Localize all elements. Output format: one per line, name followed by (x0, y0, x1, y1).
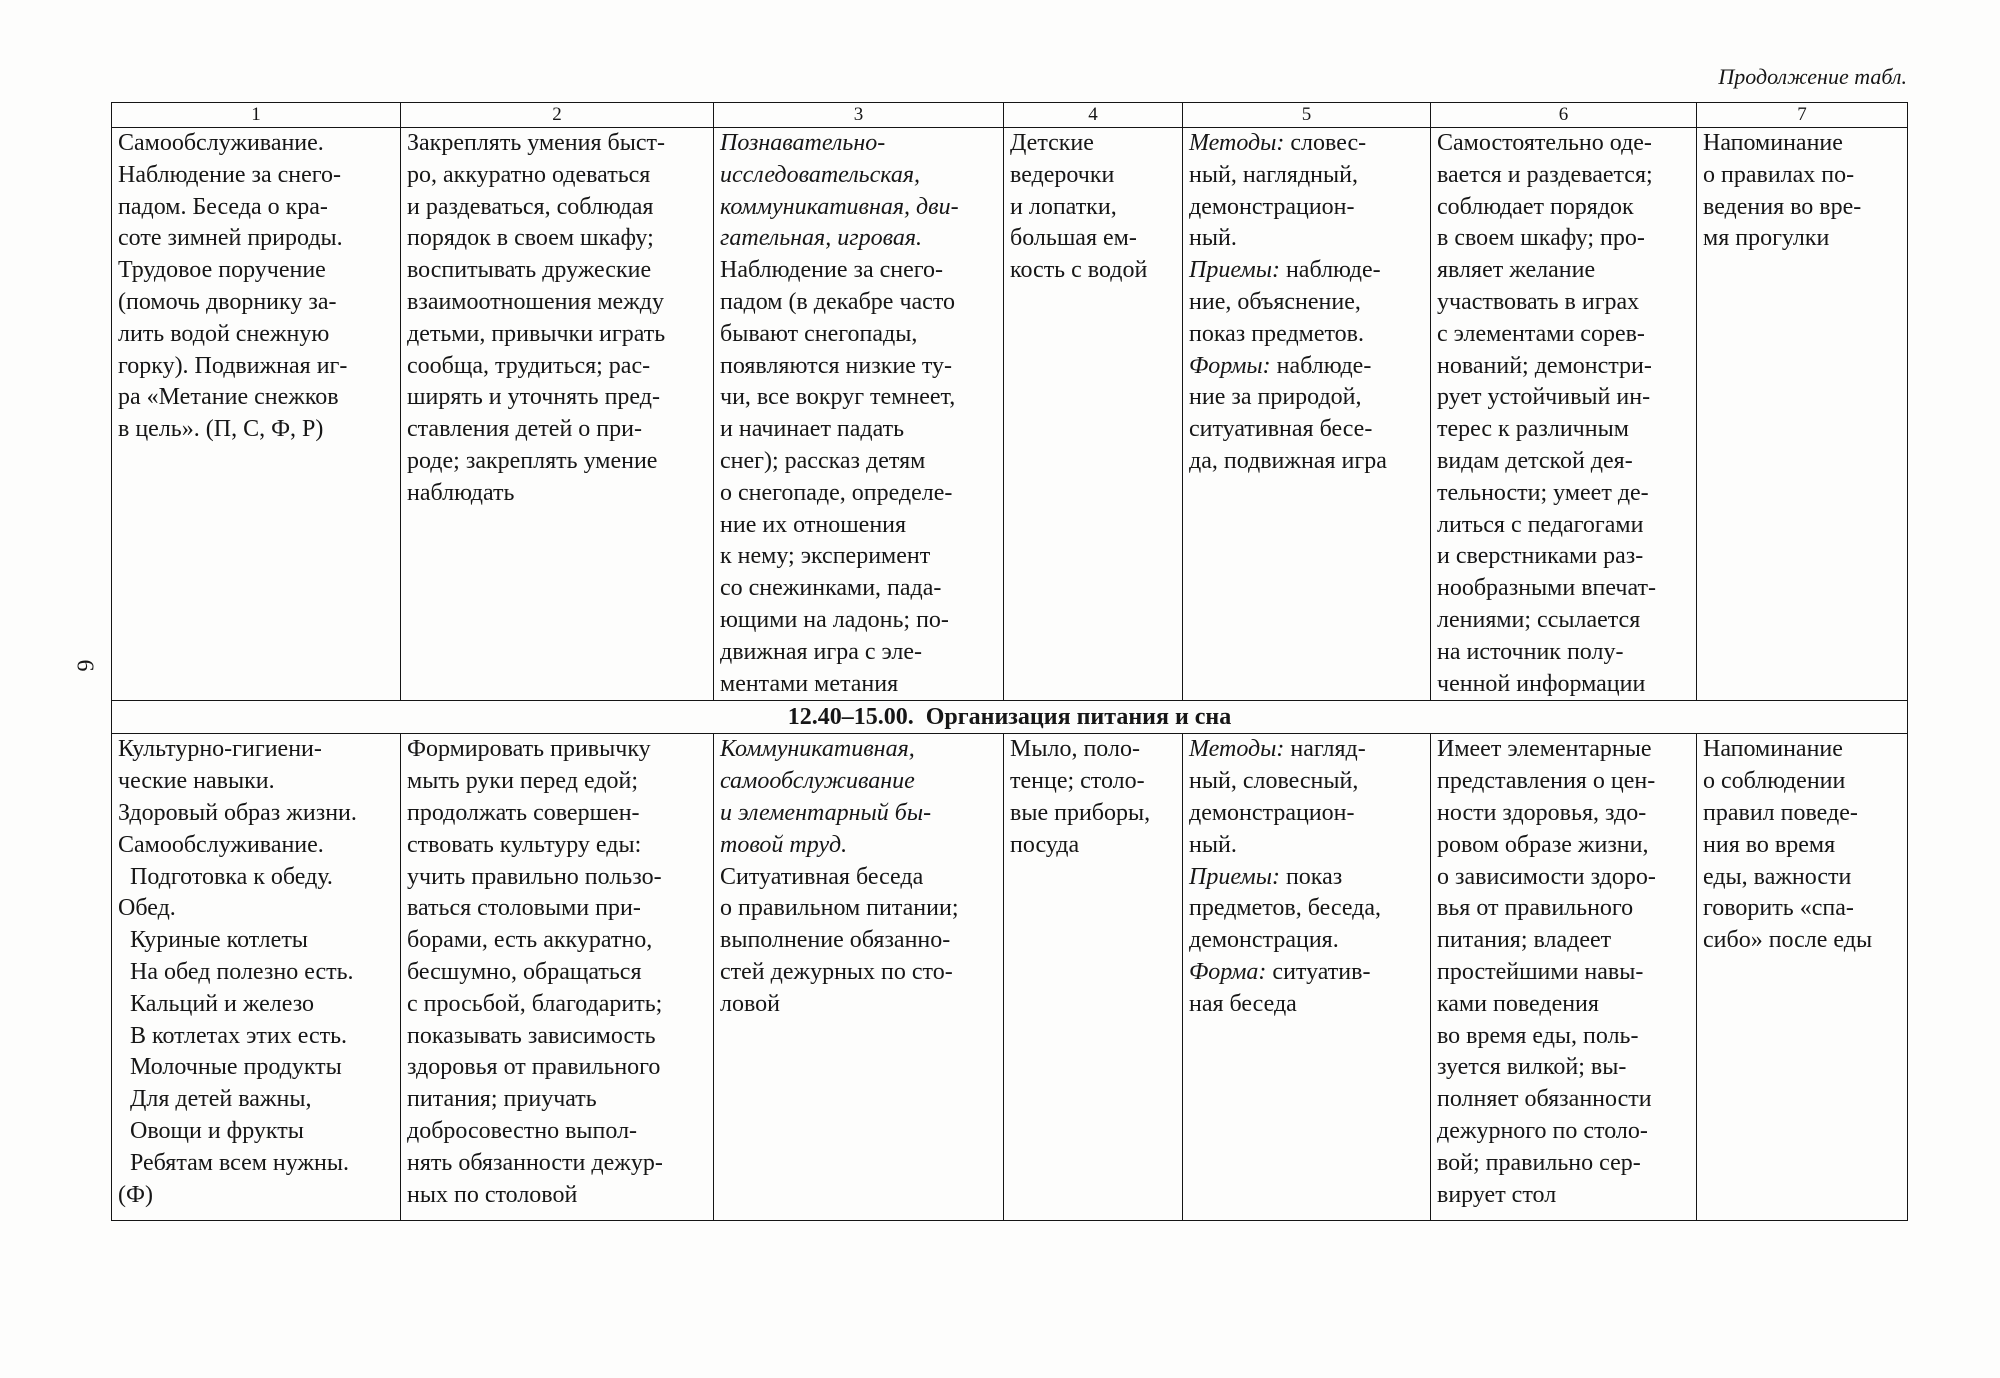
cell-line: к нему; эксперимент (720, 543, 931, 570)
cell-line: Самообслуживание. (118, 130, 324, 156)
cell-methods (1183, 734, 1431, 1221)
cell-line: тельности; умеет де- (1437, 479, 1649, 506)
cell-line: и раздеваться, соблюдая (407, 193, 654, 220)
cell-line: с просьбой, благодарить; (407, 990, 663, 1017)
italic-text: и элементарный бы- (720, 799, 932, 826)
page-number: 6 (71, 659, 98, 672)
cell-line: являет желание (1437, 257, 1596, 284)
cell-line: выполнение обязанно- (720, 927, 951, 954)
cell-line: снег); рассказ детям (720, 447, 926, 474)
cell-line: участвовать в играх (1437, 288, 1640, 315)
cell-line: ческие навыки. (118, 768, 275, 795)
cell-line: говорить «спа- (1703, 895, 1854, 922)
cell-line: Ребятам всем нужны. (118, 1149, 350, 1176)
cell-line: нять обязанности дежур- (407, 1149, 663, 1176)
plain-text: нагляд- (1284, 736, 1366, 763)
column-number: 2 (401, 103, 714, 128)
cell-line (1189, 255, 1430, 287)
cell-line: вой; правильно сер- (1437, 1149, 1641, 1176)
italic-text: коммуникативная, дви- (720, 193, 959, 220)
italic-text: Формы: (1189, 352, 1271, 379)
cell-line: ментами метания (720, 670, 899, 697)
column-number: 4 (1004, 103, 1183, 128)
cell-line: о правильном питании; (720, 895, 959, 922)
cell-line: мыть руки перед едой; (407, 768, 639, 795)
cell-line: лить водой снежную (118, 320, 330, 347)
cell-line: Наблюдение за снего- (720, 257, 944, 284)
cell-notes (1697, 734, 1908, 1221)
cell-line: ние их отношения (720, 511, 907, 538)
cell-line: еды, важности (1703, 863, 1852, 890)
cell-line: питания; приучать (407, 1086, 597, 1113)
cell-line: видам детской дея- (1437, 447, 1633, 474)
plain-text: наблюде- (1279, 257, 1381, 284)
cell-line: ра «Метание снежков (118, 384, 339, 411)
cell-line: терес к различным (1437, 416, 1629, 443)
section-row (112, 701, 1908, 734)
cell-line: литься с педагогами (1437, 511, 1644, 538)
cell-line: ставления детей о при- (407, 416, 642, 443)
cell-line: Самообслуживание. (118, 831, 324, 858)
cell-line: ловой (720, 990, 780, 1017)
cell-line: полняет обязанности (1437, 1086, 1652, 1113)
cell-goals (401, 128, 714, 701)
cell-line: показ предметов. (1189, 320, 1365, 347)
cell-line: учить правильно пользо- (407, 863, 662, 890)
cell-line: Имеет элементарные (1437, 736, 1652, 763)
cell-line: показывать зависимость (407, 1022, 656, 1049)
cell-line: продолжать совершен- (407, 799, 640, 826)
cell-activity-types (714, 128, 1004, 701)
cell-line: ведерочки (1010, 161, 1115, 188)
cell-line: ро, аккуратно одеваться (407, 161, 651, 188)
cell-line: ваться столовыми при- (407, 895, 641, 922)
cell-line: Детские (1010, 130, 1094, 156)
cell-line: ющими на ладонь; по- (720, 606, 949, 633)
cell-line: Мыло, поло- (1010, 736, 1140, 763)
cell-line: Напоминание (1703, 130, 1843, 156)
cell-line: падом (в декабре часто (720, 288, 955, 315)
cell-line: вья от правильного (1437, 895, 1634, 922)
cell-line (720, 128, 1003, 160)
cell-materials (1004, 128, 1183, 701)
cell-line: вирует стол (1437, 1181, 1557, 1208)
italic-text: Коммуникативная, (720, 736, 915, 763)
cell-line: падом. Беседа о кра- (118, 193, 328, 220)
cell-line: в цель». (П, С, Ф, Р) (118, 416, 324, 443)
column-number: 7 (1697, 103, 1908, 128)
cell-line: Самостоятельно оде- (1437, 130, 1652, 156)
cell-line: роде; закреплять умение (407, 447, 658, 474)
cell-line: нообразными впечат- (1437, 575, 1656, 602)
cell-activity-types (714, 734, 1004, 1221)
italic-text: Методы: (1189, 736, 1285, 763)
cell-line: ния во время (1703, 831, 1836, 858)
cell-line: порядок в своем шкафу; (407, 225, 654, 252)
cell-line: добросовестно выпол- (407, 1117, 638, 1144)
italic-text: Приемы: (1189, 257, 1280, 284)
cell-line: и начинает падать (720, 416, 905, 443)
italic-text: самообслуживание (720, 768, 915, 795)
cell-line: в своем шкафу; про- (1437, 225, 1645, 252)
cell-line: Ситуативная беседа (720, 863, 924, 890)
cell-line: мя прогулки (1703, 225, 1830, 252)
cell-materials (1004, 734, 1183, 1221)
cell-activity (112, 128, 401, 701)
column-number: 5 (1183, 103, 1431, 128)
cell-line: ный. (1189, 225, 1237, 252)
cell-line: Культурно-гигиени- (118, 736, 322, 763)
cell-line: вается и раздевается; (1437, 161, 1653, 188)
cell-line (1189, 862, 1430, 894)
cell-line: Кальций и железо (118, 990, 315, 1017)
cell-line: Для детей важны, (118, 1086, 312, 1113)
cell-line: демонстрацион- (1189, 799, 1355, 826)
cell-line: на источник полу- (1437, 638, 1624, 665)
cell-line (1189, 957, 1430, 989)
cell-line: Обед. (118, 895, 176, 922)
cell-line: соте зимней природы. (118, 225, 343, 252)
cell-line: посуда (1010, 831, 1080, 858)
cell-line: воспитывать дружеские (407, 257, 652, 284)
cell-line: взаимоотношения между (407, 288, 665, 315)
cell-line: о снегопаде, определе- (720, 479, 953, 506)
cell-line: сообща, трудиться; рас- (407, 352, 651, 379)
table-row (112, 734, 1908, 1221)
cell-line: демонстрация. (1189, 927, 1339, 954)
column-number: 1 (112, 103, 401, 128)
section-header: 12.40–15.00. Организация питания и сна (112, 701, 1908, 734)
cell-line: Подготовка к обеду. (118, 863, 333, 890)
italic-text: Познавательно- (720, 130, 886, 156)
cell-line: ние, объяснение, (1189, 288, 1361, 315)
cell-line: Трудовое поручение (118, 257, 326, 284)
cell-line (720, 160, 1003, 192)
cell-activity (112, 734, 401, 1221)
table-row (112, 128, 1908, 701)
continuation-label: Продолжение табл. (1718, 64, 1907, 89)
cell-line: (Ф) (118, 1181, 153, 1208)
italic-text: Форма: (1189, 958, 1267, 985)
cell-line: о правилах по- (1703, 161, 1855, 188)
cell-line: кость с водой (1010, 257, 1148, 284)
column-number-row (112, 103, 1908, 128)
italic-text: исследовательская, (720, 161, 921, 188)
italic-text: товой труд. (720, 831, 848, 858)
cell-line: о зависимости здоро- (1437, 863, 1656, 890)
cell-line: бывают снегопады, (720, 320, 918, 347)
cell-line: правил поведе- (1703, 799, 1858, 826)
cell-line: большая ем- (1010, 225, 1137, 252)
cell-line: (помочь дворнику за- (118, 288, 337, 315)
cell-line: ками поведения (1437, 990, 1599, 1017)
cell-notes (1697, 128, 1908, 701)
cell-line: сибо» после еды (1703, 927, 1873, 954)
cell-line (1189, 734, 1430, 766)
cell-line (720, 830, 1003, 862)
cell-line: ствовать культуру еды: (407, 831, 642, 858)
cell-line: зуется вилкой; вы- (1437, 1054, 1627, 1081)
cell-line: ширять и уточнять пред- (407, 384, 660, 411)
cell-line: ных по столовой (407, 1181, 578, 1208)
cell-goals (401, 734, 714, 1221)
cell-line: чи, все вокруг темнеет, (720, 384, 956, 411)
cell-line: бесшумно, обращаться (407, 958, 642, 985)
plain-text: ситуатив- (1266, 958, 1371, 985)
cell-line: Здоровый образ жизни. (118, 799, 357, 826)
cell-line: ченной информации (1437, 670, 1646, 697)
cell-methods (1183, 128, 1431, 701)
cell-line: детьми, привычки играть (407, 320, 666, 347)
cell-line: ный, наглядный, (1189, 161, 1358, 188)
cell-outcomes (1431, 128, 1697, 701)
cell-line: демонстрацион- (1189, 193, 1355, 220)
cell-line: ный. (1189, 831, 1237, 858)
cell-line: во время еды, поль- (1437, 1022, 1639, 1049)
cell-line: простейшими навы- (1437, 958, 1644, 985)
cell-line: о соблюдении (1703, 768, 1846, 795)
cell-line: ситуативная бесе- (1189, 416, 1373, 443)
column-number: 3 (714, 103, 1004, 128)
cell-line (1189, 351, 1430, 383)
plain-text: наблюде- (1270, 352, 1372, 379)
cell-line: рует устойчивый ин- (1437, 384, 1651, 411)
cell-line (720, 192, 1003, 224)
cell-line: питания; владеет (1437, 927, 1612, 954)
plain-text: показ (1279, 863, 1343, 890)
cell-outcomes (1431, 734, 1697, 1221)
cell-line: вые приборы, (1010, 799, 1151, 826)
cell-line: ровом образе жизни, (1437, 831, 1649, 858)
cell-line: Наблюдение за снего- (118, 161, 342, 188)
plain-text: словес- (1284, 130, 1367, 156)
cell-line: ние за природой, (1189, 384, 1362, 411)
cell-line: предметов, беседа, (1189, 895, 1382, 922)
italic-text: Методы: (1189, 130, 1285, 156)
italic-text: гательная, игровая. (720, 225, 922, 252)
cell-line: тенце; столо- (1010, 768, 1145, 795)
cell-line: горку). Подвижная иг- (118, 352, 348, 379)
cell-line: представления о цен- (1437, 768, 1656, 795)
cell-line: появляются низкие ту- (720, 352, 953, 379)
cell-line: с элементами сорев- (1437, 320, 1645, 347)
cell-line (720, 223, 1003, 255)
cell-line: Овощи и фрукты (118, 1117, 304, 1144)
cell-line: со снежинками, пада- (720, 575, 942, 602)
cell-line: В котлетах этих есть. (118, 1022, 348, 1049)
cell-line: и лопатки, (1010, 193, 1117, 220)
cell-line: здоровья от правильного (407, 1054, 661, 1081)
cell-line: наблюдать (407, 479, 515, 506)
cell-line (1189, 128, 1430, 160)
cell-line: ведения во вре- (1703, 193, 1862, 220)
cell-line (720, 766, 1003, 798)
cell-line (720, 734, 1003, 766)
schedule-table (111, 102, 1908, 1221)
cell-line: Куриные котлеты (118, 927, 308, 954)
italic-text: Приемы: (1189, 863, 1280, 890)
cell-line: нований; демонстри- (1437, 352, 1652, 379)
cell-line: Молочные продукты (118, 1054, 342, 1081)
cell-line: ности здоровья, здо- (1437, 799, 1647, 826)
cell-line (720, 798, 1003, 830)
cell-line: стей дежурных по сто- (720, 958, 953, 985)
cell-line: Формировать привычку (407, 736, 651, 763)
cell-line: дежурного по столо- (1437, 1117, 1648, 1144)
cell-line: На обед полезно есть. (118, 958, 354, 985)
cell-line: да, подвижная игра (1189, 447, 1387, 474)
cell-line: борами, есть аккуратно, (407, 927, 653, 954)
cell-line: ный, словесный, (1189, 768, 1359, 795)
cell-line: Закреплять умения быст- (407, 130, 665, 156)
cell-line: ная беседа (1189, 990, 1297, 1017)
cell-line: движная игра с эле- (720, 638, 922, 665)
cell-line: и сверстниками раз- (1437, 543, 1644, 570)
cell-line: лениями; ссылается (1437, 606, 1641, 633)
cell-line: соблюдает порядок (1437, 193, 1634, 220)
cell-line: Напоминание (1703, 736, 1843, 763)
column-number: 6 (1431, 103, 1697, 128)
